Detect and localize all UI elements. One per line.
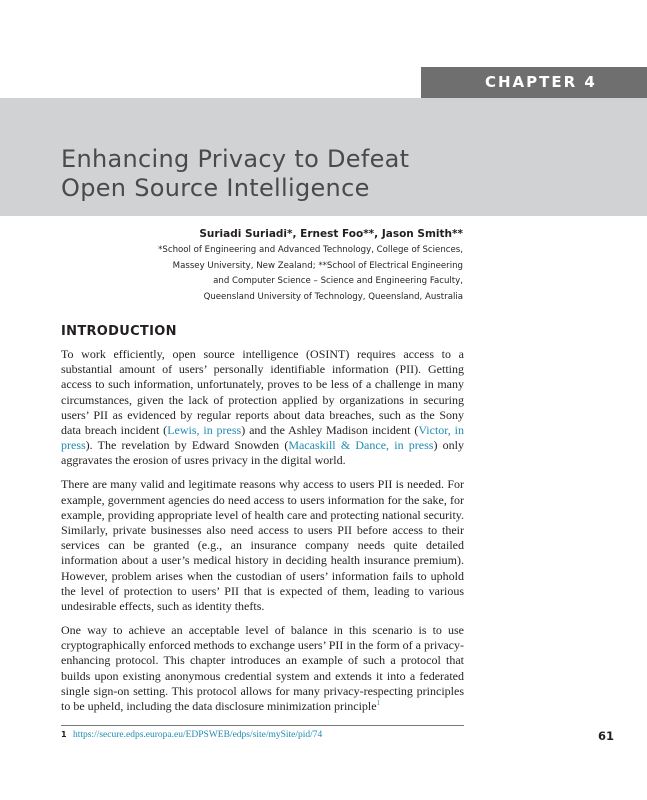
citation-link-macaskill-dance[interactable]: Macaskill & Dance, in press xyxy=(288,438,434,453)
footnote-marker[interactable]: 1 xyxy=(376,699,381,708)
author-list: Suriadi Suriadi*, Ernest Foo**, Jason Smith** xyxy=(199,228,463,240)
chapter-title xyxy=(61,145,409,203)
citation-link-victor[interactable]: Victor, in press xyxy=(61,423,464,453)
affiliation-line: Massey University, New Zealand; **School of Electrical Engineering xyxy=(172,260,463,271)
chapter-title-line-2: Open Source Intelligence xyxy=(61,174,370,202)
affiliation-line: Queensland University of Technology, Queensland, Australia xyxy=(203,291,463,302)
chapter-label: CHAPTER 4 xyxy=(421,67,647,98)
paragraph-text: One way to achieve an acceptable level of balance in this scenario is to use cryptographically enforced methods to exchange users’ PII in the form of a privacy-enhancing protocol. This chapter introduces an example of such a protocol that builds upon existing anonymous credential system and extends it into a federated single sign-on setting. This protocol allows for many privacy-respecting principles to be upheld, including the data disclosure minimization principle xyxy=(61,623,464,714)
affiliations xyxy=(158,243,463,305)
citation-link-lewis[interactable]: Lewis, in press xyxy=(167,423,242,438)
affiliation-line: and Computer Science – Science and Engineering Faculty, xyxy=(213,276,463,286)
body-text xyxy=(61,347,464,723)
footnote-divider xyxy=(61,725,464,726)
footnote xyxy=(61,730,322,740)
chapter-title-line-1: Enhancing Privacy to Defeat xyxy=(61,145,410,173)
paragraph-3 xyxy=(61,623,464,714)
paragraph-text: ) and the Ashley Madison incident ( xyxy=(241,423,419,438)
footnote-number: 1 xyxy=(61,730,67,739)
footnote-url-link[interactable]: https://secure.edps.europa.eu/EDPSWEB/edps/site/mySite/pid/74 xyxy=(72,730,323,740)
paragraph-text: ). The revelation by Edward Snowden ( xyxy=(85,438,289,453)
paragraph-2: There are many valid and legitimate reasons why access to users PII is needed. For example, government agencies do need access to users information for the sake, for example, providing appropriate level of health care and protecting national security. Similarly, private businesses also need access to users PII before access to their services can be granted (e.g., an insurance company needs quite detailed information about a user’s medical history in deciding health insurance premium). However, problem arises when the custodian of users’ information fails to uphold the level of protection to users’ PII that is expected of them, leading to various undesirable effects, such as identity thefts. xyxy=(61,477,464,614)
page-number: 61 xyxy=(598,729,615,743)
affiliation-line: *School of Engineering and Advanced Technology, College of Sciences, xyxy=(158,245,463,255)
section-heading: INTRODUCTION xyxy=(61,324,177,339)
paragraph-text: To work efficiently, open source intelligence (OSINT) requires access to a substantial amount of users’ personally identifiable information (PII). Getting access to such information, unfortunately, proves to be less of a challenge in many circumstances, given the lack of protection applied by organizations in securing users’ PII as evidenced by regular reports about data breaches, such as the Sony data breach incident ( xyxy=(61,347,464,438)
paragraph-text: ) only aggravates the erosion of usres privacy in the digital world. xyxy=(61,438,464,468)
paragraph-1 xyxy=(61,347,464,469)
